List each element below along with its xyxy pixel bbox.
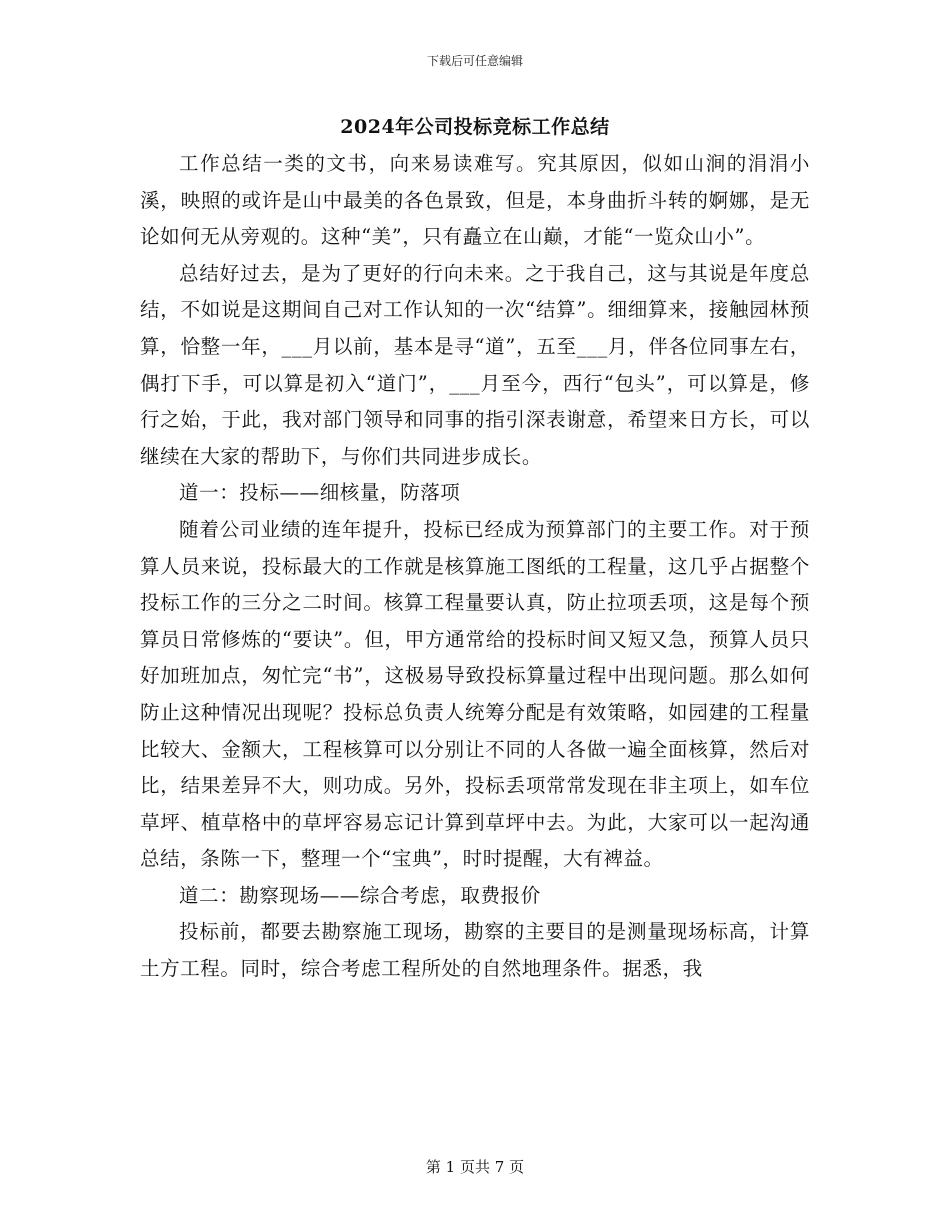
document-title: 2024年公司投标竞标工作总结 <box>340 116 610 138</box>
header-note: 下载后可任意编辑 <box>426 54 523 68</box>
paragraph-bidding: 随着公司业绩的连年提升，投标已经成为预算部门的主要工作。对于预算人员来说，投标最大的工作就是核算施工图纸的工程量，这几乎占据整个投标工作的三分之二时间。核算工程量要认真，防止拉项丢项，这是每个预算员日常修炼的“要诀”。但，甲方通常给的投标时间又短又急，预算人员只好加班加点，匆忙完“书”，这极易导致投标算量过程中出现问题。那么如何防止这种情况出现呢？投标总负责人统筹分配是有效策略，如园建的工程量比较大、金额大，工程核算可以分别让不同的人各做一遍全面核算，然后对比，结果差异不大，则功成。另外，投标丢项常常发现在非主项上，如车位草坪、植草格中的草坪容易忘记计算到草坪中去。为此，大家可以一起沟通总结，条陈一下，整理一个“宝典”，时时提醒，大有裨益。 <box>140 517 810 871</box>
section-heading-1: 道一：投标——细核量，防落项 <box>179 481 461 505</box>
paragraph-review: 总结好过去，是为了更好的行向未来。之于我自己，这与其说是年度总结，不如说是这期间自己对工作认知的一次“结算”。细细算来，接触园林预算，恰整一年，___月以前，基本是寻“道”，五至___月，伴各位同事左右，偶打下手，可以算是初入“道门”，___月至今，西行“包头”，可以算是，修行之始，于此，我对部门领导和同事的指引深表谢意，希望来日方长，可以继续在大家的帮助下，与你们共同进步成长。 <box>140 261 810 468</box>
section-heading-2: 道二：勘察现场——综合考虑，取费报价 <box>179 883 541 907</box>
paragraph-site-survey: 投标前，都要去勘察施工现场，勘察的主要目的是测量现场标高，计算土方工程。同时，综合考虑工程所处的自然地理条件。据悉，我 <box>140 920 810 981</box>
document-body <box>140 112 810 988</box>
page-number: 第 1 页共 7 页 <box>425 1158 525 1176</box>
paragraph-intro: 工作总结一类的文书，向来易读难写。究其原因，似如山涧的涓涓小溪，映照的或许是山中最美的各色景致，但是，本身曲折斗转的婀娜，是无论如何无从旁观的。这种“美”，只有矗立在山巅，才能“一览众山小”。 <box>140 152 810 249</box>
